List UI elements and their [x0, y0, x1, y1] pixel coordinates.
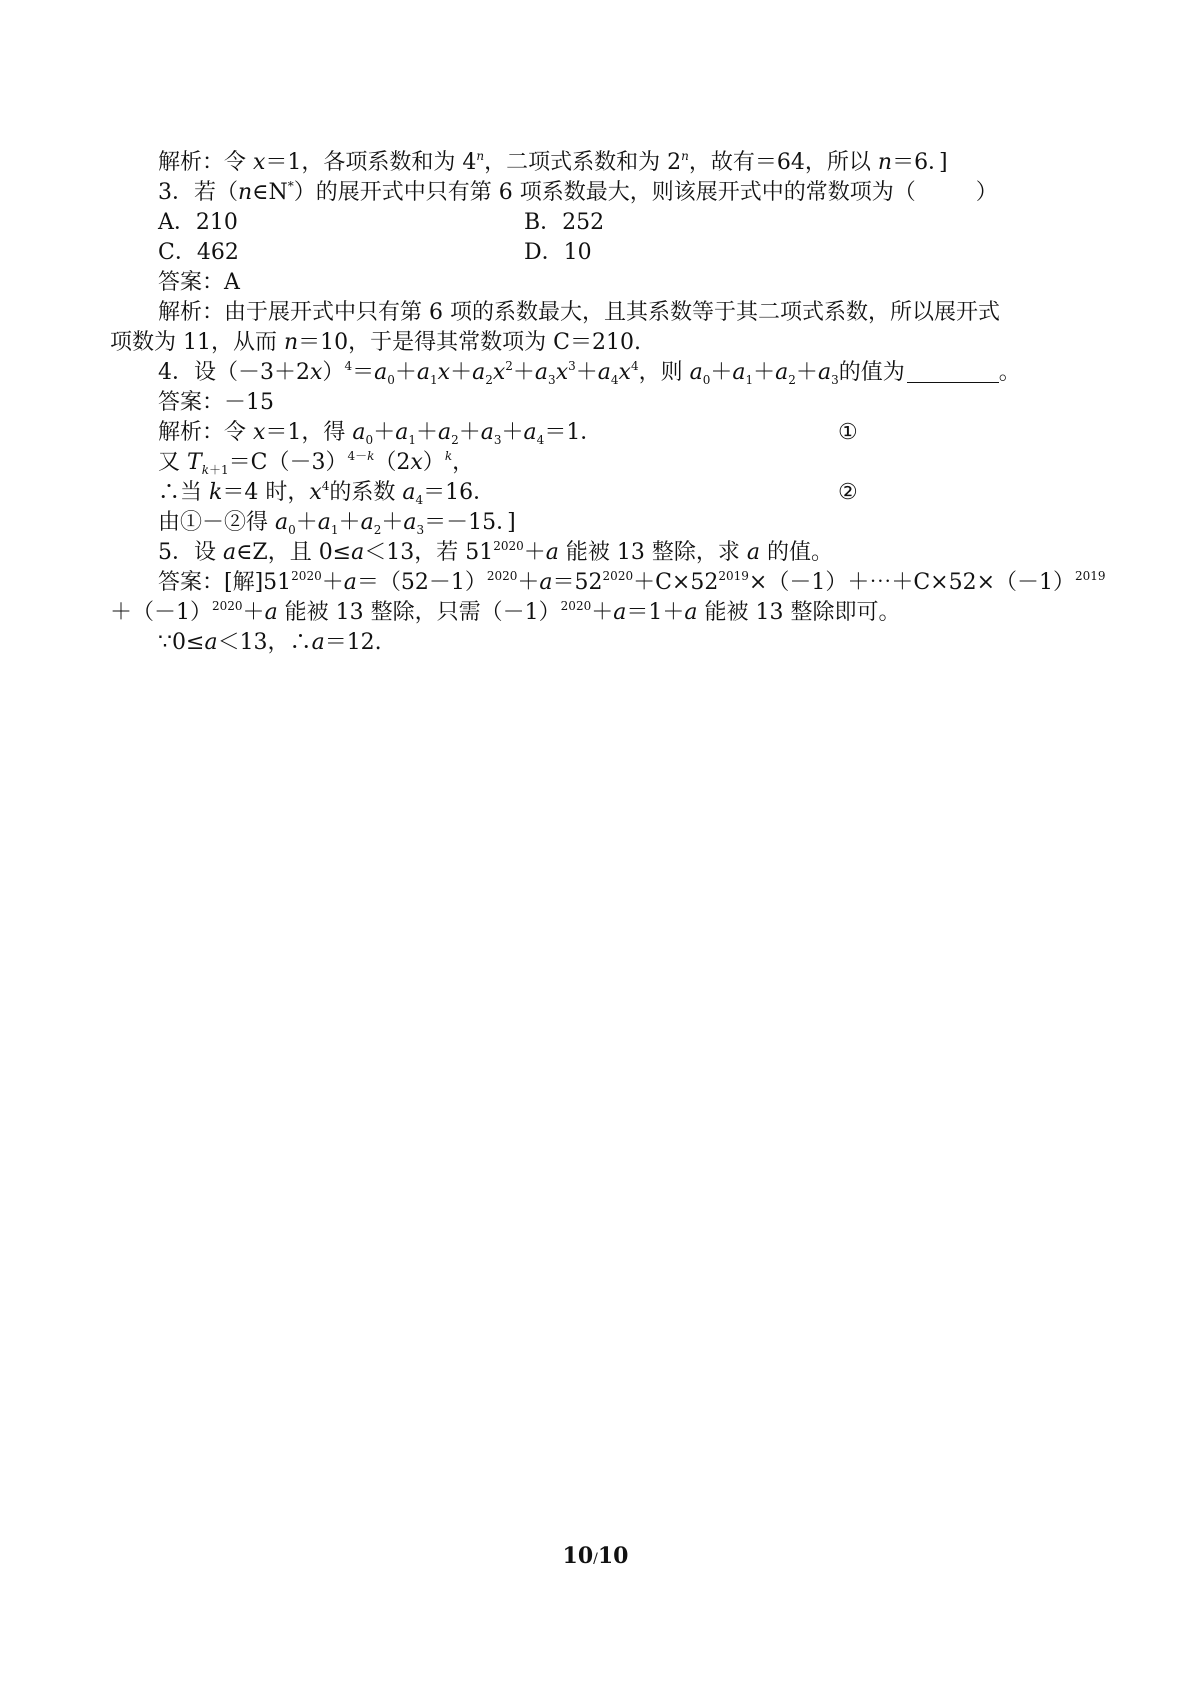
text: ＝1，各项系数和为 4	[265, 150, 477, 175]
solution-4-line-3: ∴当 k＝4 时，$x^4$的系数 $a_4=16$．	[158, 479, 496, 507]
answer-5-line-3: ∵0≤a＜13，∴a＝12.	[158, 630, 382, 655]
text: 3．若（	[158, 180, 238, 205]
answer-4: 答案：－15	[158, 390, 274, 415]
text: ∈N	[252, 180, 288, 205]
equation-marker-2: ②	[838, 480, 858, 505]
option-d: D．10	[524, 240, 592, 265]
solution-line-1	[158, 148, 948, 178]
answer-5-line-2: $+(-1)^{2020}+a$ 能被 13 整除，只需$(-1)^{2020}+a=1+a$ 能被 13 整除即可。	[110, 599, 901, 625]
text: ）的展开式中只有第 6 项系数最大，则该展开式中的常数项为（	[293, 180, 916, 205]
exponent: n	[476, 149, 485, 163]
option-a: A．210	[158, 210, 238, 235]
text: ）	[975, 180, 998, 205]
solution-4-line-1: 解析：令 x＝1，得 $a_0+a_1+a_2+a_3+a_4=1$．	[158, 420, 603, 447]
question-5: 5．设 a∈Z，且 0≤a＜13，若 $51^{2020}+a$ 能被 13 整除，求 a 的值。	[158, 539, 834, 565]
exponent: n	[681, 149, 689, 163]
equation-marker-1: ①	[838, 420, 858, 445]
solution-3-line-2: 项数为 11，从而 n＝10，于是得其常数项为 C＝210.	[110, 330, 641, 355]
page-separator: /	[593, 1551, 598, 1567]
solution-4-line-4: 由①－②得 $a_0+a_1+a_2+a_3=-15$．]	[158, 510, 516, 537]
superscript: *	[287, 179, 294, 193]
text: 解析：令	[158, 150, 253, 175]
fill-in-blank	[907, 360, 999, 383]
page-number	[0, 1543, 1191, 1569]
text: ＝6．]	[892, 150, 948, 175]
total-pages: 10	[597, 1543, 629, 1569]
var: x	[253, 150, 266, 175]
solution-4-line-2: 又 $T_{k+1}=C(-3)^{4-k}(2x)^k$，	[158, 449, 475, 477]
question-4: 4．设$(-3+2x)^4=a_0+a_1x+a_2x^2+a_3x^3+a_4x^4$，则 $a_0+a_1+a_2+a_3$的值为 。	[158, 359, 1021, 387]
var: n	[238, 180, 253, 205]
current-page: 10	[562, 1543, 594, 1569]
answer-3: 答案：A	[158, 270, 240, 295]
text: ，故有＝64，所以	[688, 150, 878, 175]
option-b: B．252	[524, 210, 605, 235]
text: ，二项式系数和为 2	[484, 150, 682, 175]
question-3	[158, 178, 998, 208]
answer-5-line-1: 答案：[解]$51^{2020}+a=(52-1)^{2020}+a=52^{2020}+C\times 52^{2019}\times(-1)+\cdots+C\times 52\times(-1)^{2019}$	[158, 569, 1106, 595]
solution-3-line-1: 解析：由于展开式中只有第 6 项的系数最大，且其系数等于其二项式系数，所以展开式	[158, 300, 1000, 325]
option-c: C．462	[158, 240, 239, 265]
var: n	[283, 330, 299, 355]
var: n	[877, 150, 893, 175]
